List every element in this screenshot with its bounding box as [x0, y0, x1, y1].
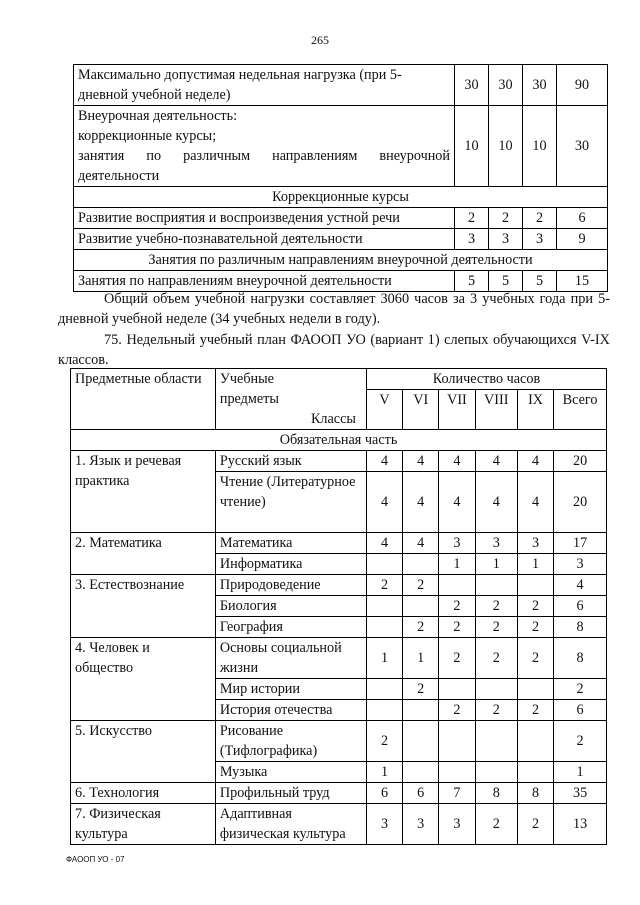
cell: 2: [403, 617, 439, 638]
cell: 4: [403, 472, 439, 533]
header-class-col: VII: [439, 390, 475, 430]
cell: [475, 762, 517, 783]
cell: 2: [554, 721, 607, 762]
curriculum-table: [70, 368, 607, 845]
header-class-col: VI: [403, 390, 439, 430]
subject-cell: Мир истории: [215, 679, 366, 700]
subject-cell: Профильный труд: [215, 783, 366, 804]
section-heading: Занятия по различным направлениям внеурочной деятельности: [74, 250, 608, 271]
cell: 4: [403, 533, 439, 554]
cell: 3: [489, 229, 523, 250]
cell: 2: [403, 575, 439, 596]
subject-cell: Адаптивная физическая культура: [215, 804, 366, 845]
cell: 3: [554, 554, 607, 575]
document-footer: ФАООП УО - 07: [66, 855, 125, 864]
subject-cell: Математика: [215, 533, 366, 554]
total-load-paragraph: Общий объем учебной нагрузки составляет 3060 часов за 3 учебных года при 5-дневной учебной неделе (34 учебных недели в году).: [58, 291, 610, 327]
cell: 2: [523, 208, 557, 229]
cell: 2: [489, 208, 523, 229]
cell: 30: [489, 65, 523, 106]
cell: [475, 721, 517, 762]
cell: [517, 762, 553, 783]
cell: 1: [366, 638, 402, 679]
cell: [403, 762, 439, 783]
row-label: Максимально допустимая недельная нагрузка (при 5-дневной учебной неделе): [74, 65, 455, 106]
cell: [366, 700, 402, 721]
cell: 17: [554, 533, 607, 554]
header-hours: Количество часов: [366, 369, 606, 390]
cell: 10: [455, 106, 489, 187]
cell: 4: [517, 472, 553, 533]
section-row: [74, 187, 608, 208]
cell: 1: [517, 554, 553, 575]
cell: 4: [403, 451, 439, 472]
cell: 4: [366, 451, 402, 472]
cell: [403, 721, 439, 762]
row-label: [74, 106, 455, 187]
area-cell: 2. Математика: [71, 533, 216, 575]
section-heading: Обязательная часть: [71, 430, 607, 451]
cell: 4: [366, 533, 402, 554]
cell: 2: [475, 596, 517, 617]
cell: 2: [439, 596, 475, 617]
section-row: [74, 250, 608, 271]
cell: 5: [489, 271, 523, 292]
cell: 30: [557, 106, 608, 187]
cell: 2: [475, 638, 517, 679]
cell: 6: [557, 208, 608, 229]
subject-cell: Чтение (Литературное чтение): [215, 472, 366, 533]
workload-table: [73, 64, 608, 292]
table-row: [71, 533, 607, 554]
section-heading: Коррекционные курсы: [74, 187, 608, 208]
cell: 2: [475, 617, 517, 638]
cell: 6: [403, 783, 439, 804]
cell: 1: [475, 554, 517, 575]
header-total-col: Всего: [554, 390, 607, 430]
cell: 8: [554, 617, 607, 638]
cell: [366, 617, 402, 638]
plan-heading-paragraph: 75. Недельный учебный план ФАООП УО (вариант 1) слепых обучающихся V-IX классов.: [58, 332, 610, 368]
area-cell: 5. Искусство: [71, 721, 216, 783]
table-row: [74, 106, 608, 187]
cell: 2: [439, 638, 475, 679]
cell: [439, 679, 475, 700]
header-classes: Классы: [310, 411, 356, 427]
cell: [366, 554, 402, 575]
cell: 3: [475, 533, 517, 554]
cell: [475, 575, 517, 596]
cell: 20: [554, 472, 607, 533]
cell: 4: [439, 451, 475, 472]
cell: 2: [403, 679, 439, 700]
cell: 2: [366, 721, 402, 762]
cell: 4: [517, 451, 553, 472]
cell: 30: [523, 65, 557, 106]
cell: 15: [557, 271, 608, 292]
cell: 1: [366, 762, 402, 783]
label-line: коррекционные курсы;: [78, 128, 217, 144]
table-row: [71, 721, 607, 762]
cell: [366, 596, 402, 617]
cell: 4: [554, 575, 607, 596]
subject-cell: Биология: [215, 596, 366, 617]
subject-cell: История отечества: [215, 700, 366, 721]
cell: 2: [439, 700, 475, 721]
subject-cell: Русский язык: [215, 451, 366, 472]
row-label: Развитие учебно-познавательной деятельности: [74, 229, 455, 250]
header-class-col: V: [366, 390, 402, 430]
label-line: Внеурочная деятельность:: [78, 108, 238, 124]
cell: 8: [517, 783, 553, 804]
header-class-col: VIII: [475, 390, 517, 430]
subject-cell: Природоведение: [215, 575, 366, 596]
cell: 2: [554, 679, 607, 700]
cell: 1: [439, 554, 475, 575]
table-row: [71, 783, 607, 804]
cell: 3: [517, 533, 553, 554]
cell: 3: [439, 533, 475, 554]
cell: 30: [455, 65, 489, 106]
cell: [439, 721, 475, 762]
cell: 8: [554, 638, 607, 679]
cell: 4: [366, 472, 402, 533]
cell: 5: [455, 271, 489, 292]
cell: 2: [517, 700, 553, 721]
table-row: [74, 229, 608, 250]
cell: 2: [475, 804, 517, 845]
cell: 3: [439, 804, 475, 845]
header-subjects-line: предметы: [219, 391, 279, 407]
cell: 2: [517, 638, 553, 679]
cell: [475, 679, 517, 700]
header-subjects-line: Учебные: [219, 371, 274, 387]
table-row: [74, 65, 608, 106]
header-areas: Предметные области: [71, 369, 216, 430]
cell: 9: [557, 229, 608, 250]
area-cell: 3. Естествознание: [71, 575, 216, 638]
cell: 1: [554, 762, 607, 783]
cell: [403, 596, 439, 617]
cell: 3: [455, 229, 489, 250]
cell: 2: [455, 208, 489, 229]
cell: [439, 762, 475, 783]
table-row: [71, 638, 607, 679]
cell: 3: [523, 229, 557, 250]
cell: 1: [403, 638, 439, 679]
cell: 8: [475, 783, 517, 804]
header-class-col: IX: [517, 390, 553, 430]
cell: 13: [554, 804, 607, 845]
subject-cell: Рисование (Тифлографика): [215, 721, 366, 762]
cell: 6: [554, 700, 607, 721]
cell: 5: [523, 271, 557, 292]
cell: 6: [366, 783, 402, 804]
section-row: [71, 430, 607, 451]
subject-cell: Основы социальной жизни: [215, 638, 366, 679]
table-row: [74, 208, 608, 229]
cell: 2: [517, 617, 553, 638]
cell: [403, 700, 439, 721]
cell: 2: [439, 617, 475, 638]
area-cell: 4. Человек и общество: [71, 638, 216, 721]
cell: [517, 575, 553, 596]
page-number: 265: [311, 33, 329, 47]
cell: [366, 679, 402, 700]
header-row: [71, 369, 607, 390]
subject-cell: Информатика: [215, 554, 366, 575]
area-cell: 7. Физическая культура: [71, 804, 216, 845]
cell: 90: [557, 65, 608, 106]
cell: 35: [554, 783, 607, 804]
cell: 4: [475, 451, 517, 472]
table-row: [71, 575, 607, 596]
cell: 2: [517, 804, 553, 845]
subject-cell: География: [215, 617, 366, 638]
row-label: Занятия по направлениям внеурочной деятельности: [74, 271, 455, 292]
table-row: [71, 451, 607, 472]
cell: 7: [439, 783, 475, 804]
cell: 6: [554, 596, 607, 617]
cell: 10: [489, 106, 523, 187]
cell: 2: [366, 575, 402, 596]
header-subjects: [215, 369, 366, 430]
cell: 2: [517, 596, 553, 617]
row-label: Развитие восприятия и воспроизведения устной речи: [74, 208, 455, 229]
cell: 4: [475, 472, 517, 533]
cell: [403, 554, 439, 575]
cell: [517, 721, 553, 762]
cell: 20: [554, 451, 607, 472]
subject-cell: Музыка: [215, 762, 366, 783]
cell: 4: [439, 472, 475, 533]
area-cell: 6. Технология: [71, 783, 216, 804]
cell: [439, 575, 475, 596]
cell: 3: [403, 804, 439, 845]
area-cell: 1. Язык и речевая практика: [71, 451, 216, 533]
cell: [517, 679, 553, 700]
label-line: занятия по различным направлениям внеурочной деятельности: [78, 148, 450, 184]
table-row: [71, 804, 607, 845]
cell: 3: [366, 804, 402, 845]
cell: 2: [475, 700, 517, 721]
cell: 10: [523, 106, 557, 187]
